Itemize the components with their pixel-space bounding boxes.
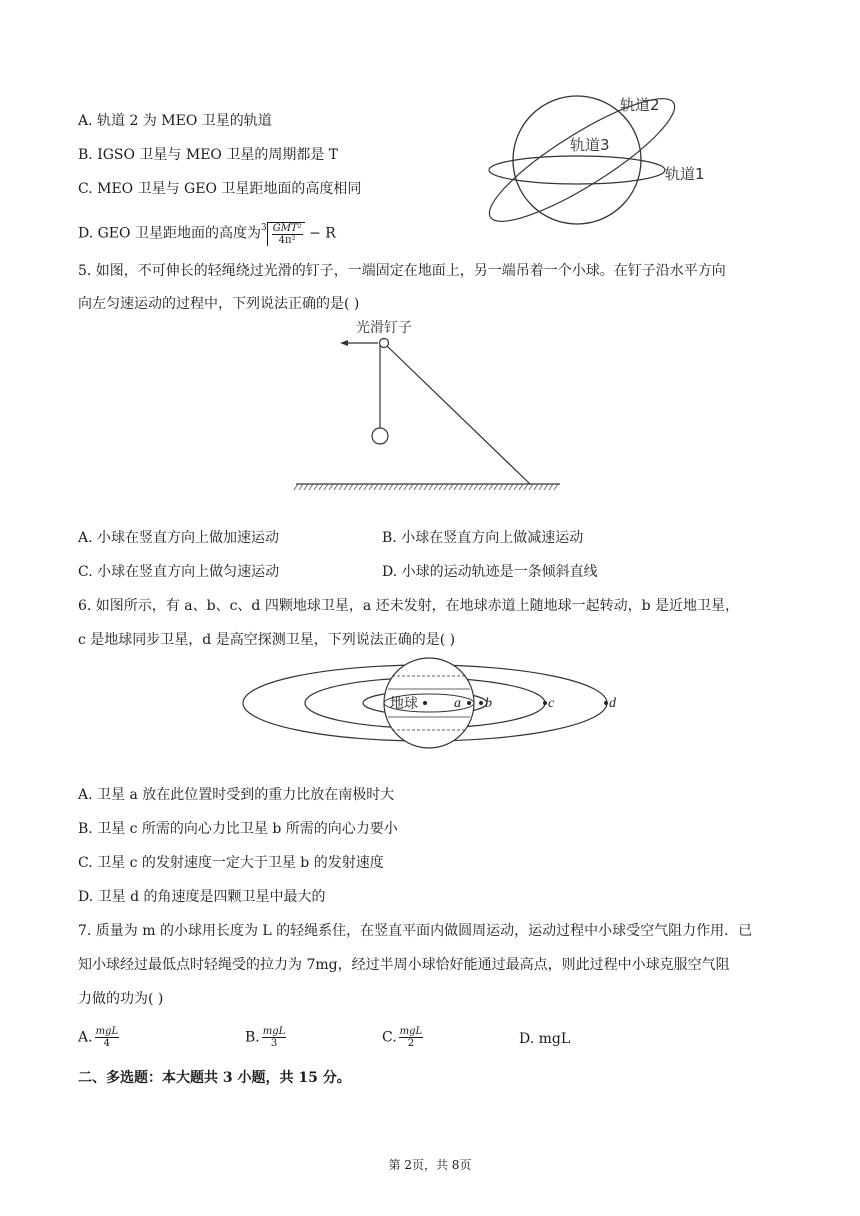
hatch-mark [549,484,553,490]
q6-stem-line2: c 是地球同步卫星，d 是高空探测卫星，下列说法正确的是( ) [78,632,456,648]
hatch-mark [314,484,318,490]
smooth-nail-label: 光滑钉子 [356,320,412,336]
hatch-mark [494,484,498,490]
hatch-mark [384,484,388,490]
q6-option-a: A. 卫星 a 放在此位置时受到的重力比放在南极时大 [78,787,395,803]
arrow-head [340,340,348,346]
root-index: 3 [260,223,267,233]
hatch-mark [294,484,298,490]
satellite-d-dot [604,701,608,705]
hatch-mark [399,484,403,490]
hatch-mark [409,484,413,490]
hatch-mark [534,484,538,490]
q4-orbit-figure [500,90,730,240]
q6-option-b: B. 卫星 c 所需的向心力比卫星 b 所需的向心力要小 [78,821,398,837]
earth-center-dot [423,701,427,705]
hatch-mark [414,484,418,490]
hatch-mark [429,484,433,490]
orbit3-label: 轨道3 [570,136,610,154]
hatch-mark [544,484,548,490]
hatch-mark [514,484,518,490]
ball [372,428,388,444]
q7-stem-line2: 知小球经过最低点时轻绳受的拉力为 7mg，经过半周小球恰好能通过最高点，则此过程中小球克服空气阻 [78,957,730,973]
label-a: a [454,696,461,711]
q7-stem-line3: 力做的功为( ) [78,991,164,1007]
label-b: b [485,696,492,711]
hatch-mark [479,484,483,490]
q7-option-d: D. mgL [519,1031,571,1047]
hatch-mark [389,484,393,490]
q7-option-a [78,1026,121,1049]
q5-stem-line1: 5. 如图，不可伸长的轻绳绕过光滑的钉子，一端固定在地面上，另一端吊着一个小球。在钉子沿水平方向 [78,263,726,279]
q5-nail-figure [290,312,570,494]
q5-option-d: D. 小球的运动轨迹是一条倾斜直线 [382,564,598,580]
hatch-mark [359,484,363,490]
fraction-numerator: mgL [262,1026,286,1037]
hatch-mark [334,484,338,490]
satellite-c-dot [543,701,547,705]
hatch-mark [529,484,533,490]
earth-sphere [513,96,641,224]
option-prefix: B. [245,1029,260,1046]
hatch-mark [319,484,323,490]
hatch-mark [329,484,333,490]
fraction-denominator: 3 [270,1038,278,1049]
hatch-mark [519,484,523,490]
option-prefix: C. [382,1029,397,1046]
fraction-numerator: mgL [399,1026,423,1037]
q4-option-c: C. MEO 卫星与 GEO 卫星距地面的高度相同 [78,181,362,197]
hatch-mark [554,484,558,490]
q6-option-d: D. 卫星 d 的角速度是四颗卫星中最大的 [78,889,326,905]
option-prefix: A. [78,1029,93,1046]
hatch-mark [419,484,423,490]
q4-option-d-suffix: − R [309,225,336,242]
q7-option-b [245,1026,288,1049]
satellite-a-dot [467,701,471,705]
hatch-mark [434,484,438,490]
fraction-denominator: 2 [407,1038,415,1049]
hatch-mark [489,484,493,490]
orbit-1 [489,156,665,184]
hatch-mark [509,484,513,490]
q4-option-d-denominator: 4π² [278,234,296,246]
q5-option-b: B. 小球在竖直方向上做减速运动 [382,530,584,546]
q6-satellite-figure [240,656,630,752]
hatch-mark [464,484,468,490]
q4-option-a: A. 轨道 2 为 MEO 卫星的轨道 [78,113,272,129]
hatch-mark [354,484,358,490]
q7-stem-line1: 7. 质量为 m 的小球用长度为 L 的轻绳系住，在竖直平面内做圆周运动，运动过程中小球受空气阻力作用．已 [78,923,753,939]
hatch-mark [394,484,398,490]
fraction-denominator: 4 [103,1038,111,1049]
q5-option-a: A. 小球在竖直方向上做加速运动 [78,530,280,546]
earth-label: 地球 [390,696,418,712]
q4-option-d-numerator: GMT² [272,222,302,234]
hatch-mark [424,484,428,490]
hatch-mark [404,484,408,490]
q7-option-c [382,1026,425,1049]
label-d: d [609,696,616,711]
orbit1-label: 轨道1 [665,165,705,183]
hatch-mark [504,484,508,490]
hatch-mark [349,484,353,490]
hatch-mark [309,484,313,490]
hatch-mark [304,484,308,490]
hatch-mark [299,484,303,490]
q5-stem-line2: 向左匀速运动的过程中，下列说法正确的是( ) [78,296,360,312]
hatch-mark [379,484,383,490]
slanted-rope [387,346,530,484]
q6-option-c: C. 卫星 c 的发射速度一定大于卫星 b 的发射速度 [78,855,384,871]
q6-stem-line1: 6. 如图所示，有 a、b、c、d 四颗地球卫星，a 还未发射，在地球赤道上随地球一起转动，b 是近地卫星， [78,598,740,614]
q5-option-c: C. 小球在竖直方向上做匀速运动 [78,564,280,580]
q4-option-b: B. IGSO 卫星与 MEO 卫星的周期都是 T [78,147,339,163]
hatch-mark [484,484,488,490]
hatch-mark [469,484,473,490]
hatch-mark [524,484,528,490]
q4-option-d [78,220,336,246]
hatch-mark [439,484,443,490]
hatch-mark [459,484,463,490]
hatch-mark [454,484,458,490]
page-footer: 第 2页，共 8页 [388,1158,472,1172]
ground-hatching [294,484,558,490]
q4-option-d-prefix: D. GEO 卫星距地面的高度为 [78,225,261,242]
label-c: c [548,696,555,711]
hatch-mark [539,484,543,490]
hatch-mark [324,484,328,490]
hatch-mark [364,484,368,490]
hatch-mark [344,484,348,490]
hatch-mark [339,484,343,490]
orbit2-label: 轨道2 [620,96,660,114]
hatch-mark [369,484,373,490]
hatch-mark [474,484,478,490]
hatch-mark [499,484,503,490]
hatch-mark [444,484,448,490]
section-heading: 二、多选题：本大题共 3 小题，共 15 分。 [78,1070,351,1086]
fraction-numerator: mgL [95,1026,119,1037]
hatch-mark [374,484,378,490]
hatch-mark [449,484,453,490]
satellite-b-dot [479,701,483,705]
